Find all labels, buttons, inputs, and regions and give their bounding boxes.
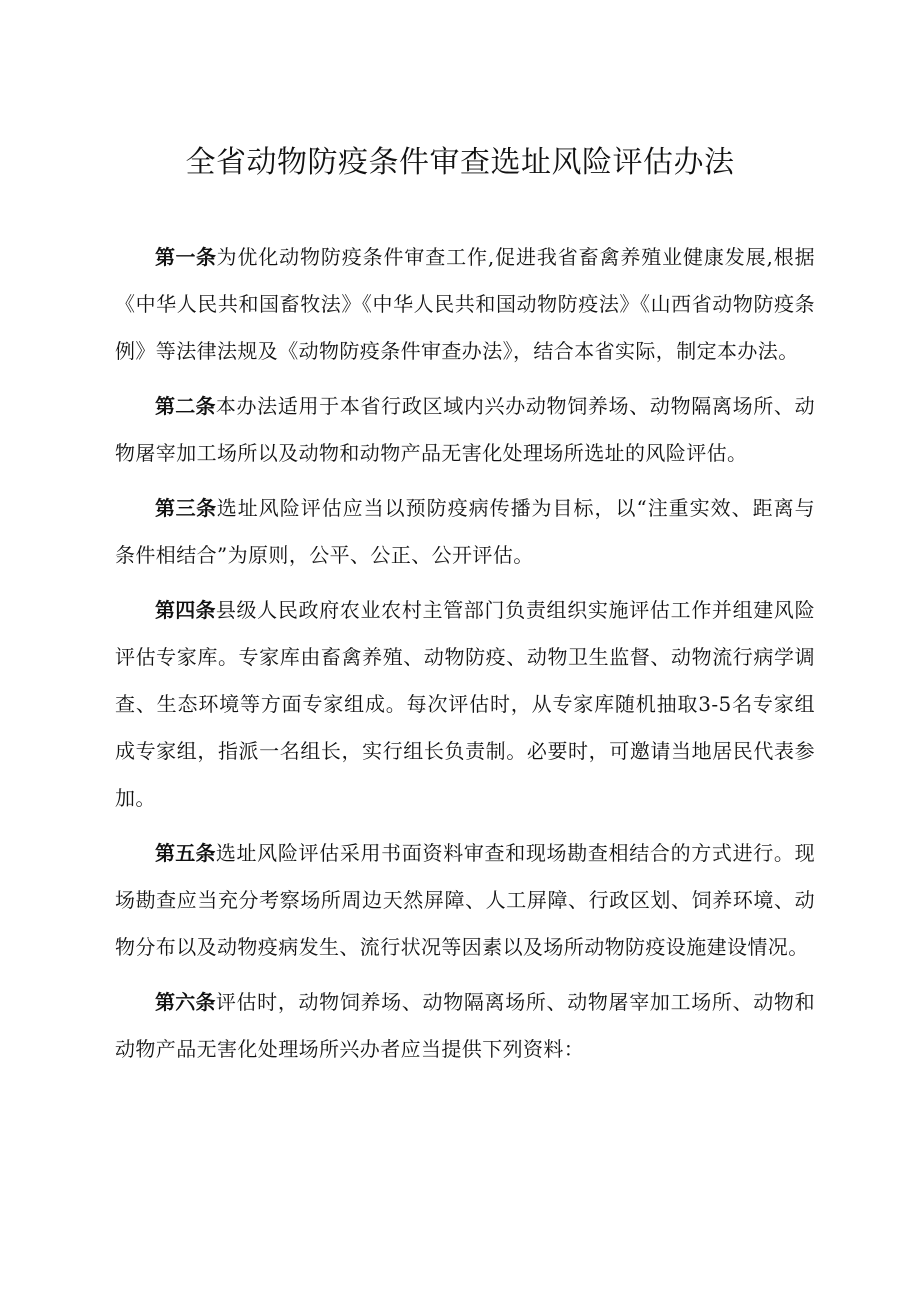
article-label: 第一条 (155, 245, 217, 269)
article-label: 第三条 (155, 496, 217, 520)
article-label: 第二条 (155, 394, 216, 418)
article-text: 本办法适用于本省行政区域内兴办动物饲养场、动物隔离场所、动物屠宰加工场所以及动物和动物产品无害化处理场所选址的风险评估。 (115, 394, 815, 465)
article-text: 为优化动物防疫条件审查工作,促进我省畜禽养殖业健康发展,根据《中华人民共和国畜牧法》《中华人民共和国动物防疫法》《山西省动物防疫条例》等法律法规及《动物防疫条件审查办法》，结合本省实际，制定本办法。 (115, 245, 816, 363)
document-title: 全省动物防疫条件审查选址风险评估办法 (185, 145, 735, 180)
article-text: 选址风险评估应当以预防疫病传播为目标，以“注重实效、距离与条件相结合”为原则，公平、公正、公开评估。 (115, 496, 816, 567)
article-4 (115, 587, 815, 822)
article-5 (115, 830, 815, 971)
document-body (115, 234, 815, 1081)
article-text: 评估时，动物饲养场、动物隔离场所、动物屠宰加工场所、动物和动物产品无害化处理场所兴办者应当提供下列资料： (115, 990, 815, 1061)
article-1 (115, 234, 815, 375)
article-text: 选址风险评估采用书面资料审查和现场勘查相结合的方式进行。现场勘查应当充分考察场所周边天然屏障、人工屏障、行政区划、饲养环境、动物分布以及动物疫病发生、流行状况等因素以及场所动物防疫设施建设情况。 (115, 841, 815, 959)
article-3 (115, 485, 815, 579)
article-text: 县级人民政府农业农村主管部门负责组织实施评估工作并组建风险评估专家库。专家库由畜禽养殖、动物防疫、动物卫生监督、动物流行病学调查、生态环境等方面专家组成。每次评估时，从专家库随机抽取3-5名专家组成专家组，指派一名组长，实行组长负责制。必要时，可邀请当地居民代表参加。 (115, 598, 815, 810)
article-6 (115, 979, 815, 1073)
article-label: 第六条 (155, 990, 216, 1014)
article-label: 第五条 (155, 841, 216, 865)
article-2 (115, 383, 815, 477)
article-label: 第四条 (155, 598, 216, 622)
